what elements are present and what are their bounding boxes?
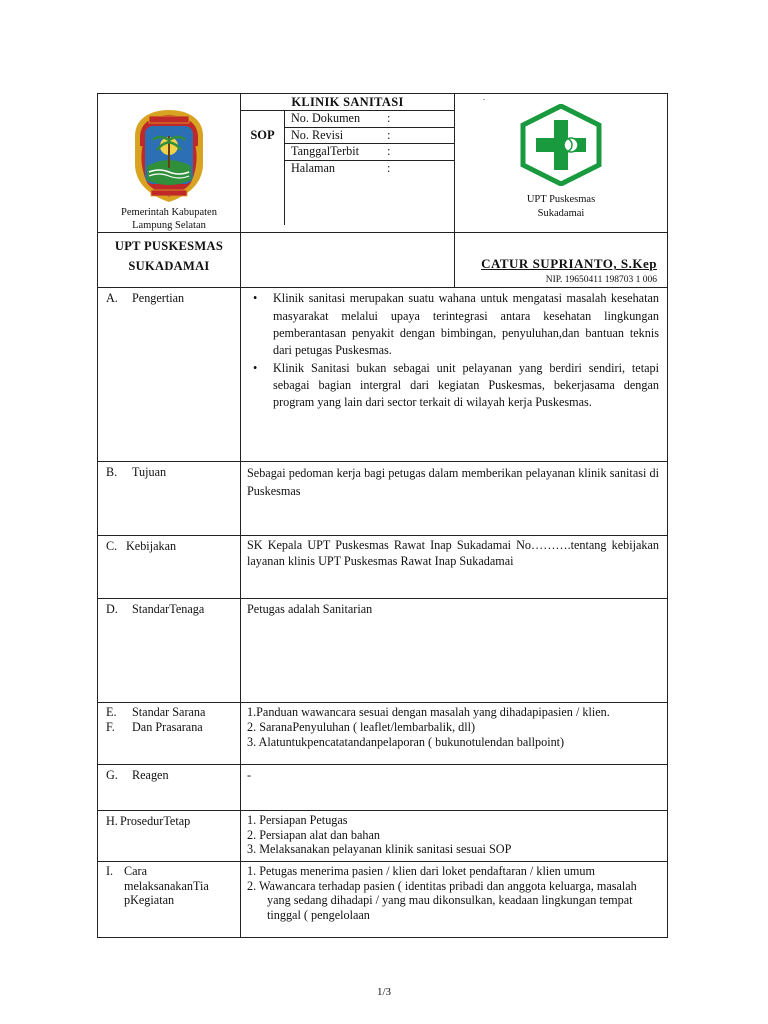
section-a-content [241,288,668,462]
standar-tenaga-text: Petugas adalah Sanitarian [247,602,373,617]
puskesmas-logo-icon [519,104,603,186]
prosedur-item-3: 3. Melaksanakan pelayanan klinik sanitasi sesuai SOP [247,842,512,857]
lampung-selatan-emblem-icon [129,106,209,204]
section-h-label: H. ProsedurTetap [98,811,241,862]
section-i-label: I. Cara melaksanakanTia pKegiatan [98,862,241,938]
prosedur-item-1: 1. Persiapan Petugas [247,813,348,828]
meta-row-halaman: Halaman : [291,160,391,175]
section-b-content [241,462,668,536]
section-b-label: B. Tujuan [98,462,241,536]
left-logo-caption [98,206,240,232]
section-ef-label: E. Standar Sarana F. Dan Prasarana [98,703,241,765]
upt-name-cell [98,233,241,288]
section-a-label: A. Pengertian [98,288,241,462]
upt-name-line1: UPT PUSKESMAS [114,239,224,254]
pengertian-bullet-1: • Klinik sanitasi merupakan suatu wahana untuk mengatasi masalah kesehatan masyarakat melalui upaya terintegrasi antara kesehatan lingkungan pemberantasan penyakit dengan bimbingan, penyuluhan,dan bantuan teknis dari petugas Puskesmas. [273,290,659,359]
section-ef-content [241,703,668,765]
section-c-content [241,536,668,599]
section-c-label: C. Kebijakan [98,536,241,599]
left-logo-cell [98,94,241,233]
signer-nip: NIP. 19650411 198703 1 006 [545,274,657,285]
document-meta [285,111,454,225]
logo-dot: . [483,93,485,102]
reagen-text: - [247,768,252,783]
section-h-content [241,811,668,862]
empty-cell [241,233,455,288]
page-number: 1/3 [376,986,392,998]
sop-label: SOP [241,111,285,225]
document-title: KLINIK SANITASI [241,94,454,111]
meta-row-dokumen: No. Dokumen : [285,111,454,128]
section-g-label: G. Reagen [98,765,241,811]
section-g-content [241,765,668,811]
kebijakan-text: SK Kepala UPT Puskesmas Rawat Inap Sukadamai No……….tentang kebijakan layanan klinis UPT Puskesmas Rawat Inap Sukadamai [247,538,659,569]
sop-document [97,93,667,938]
right-logo-caption-line1: UPT Puskesmas [526,194,596,205]
tujuan-text: Sebagai pedoman kerja bagi petugas dalam memberikan pelayanan klinik sanitasi di Puskesmas [247,466,659,499]
prosedur-item-2: 2. Persiapan alat dan bahan [247,827,380,842]
sop-meta-cell [241,94,455,233]
meta-row-tanggal: TanggalTerbit : [285,144,454,161]
cara-item-1: 1. Petugas menerima pasien / klien dari loket pendaftaran / klien umum [247,864,595,879]
right-logo-caption [455,193,667,220]
sarana-item-3: 3. Alatuntukpencatatandanpelaporan ( bukunotulendan ballpoint) [247,734,565,749]
signer-cell [455,233,668,288]
sarana-item-1: 1.Panduan wawancara sesuai dengan masalah yang dihadapipasien / klien. [247,705,610,720]
section-i-content [241,862,668,938]
sarana-item-2: 2. SaranaPenyuluhan ( leaflet/lembarbalik, dll) [247,720,476,735]
sop-table [97,93,668,938]
section-d-label: D. StandarTenaga [98,599,241,703]
section-d-content [241,599,668,703]
right-logo-caption-line2: Sukadamai [537,207,585,219]
upt-name-line2: SUKADAMAI [128,258,210,273]
left-logo-caption-line2: Lampung Selatan [132,220,206,232]
cara-item-2: 2. Wawancara terhadap pasien ( identitas pribadi dan anggota keluarga, masalah yang sedang dihadapi / yang mau dikonsulkan, keadaan lingkungan tempat tinggal ( pengelolaan [247,878,637,923]
right-logo-cell [455,94,668,233]
left-logo-caption-line1: Pemerintah Kabupaten [121,207,217,218]
meta-row-revisi: No. Revisi : [285,128,454,145]
signer-name: CATUR SUPRIANTO, S.Kep [481,256,657,272]
pengertian-bullet-2: • Klinik Sanitasi bukan sebagai unit pelayanan yang berdiri sendiri, tetapi sebagai bagian intergral dari kegiatan Puskesmas, bekerjasama dengan program yang lain dari sector terkait di wilayah kerja Puskesmas. [273,360,659,412]
